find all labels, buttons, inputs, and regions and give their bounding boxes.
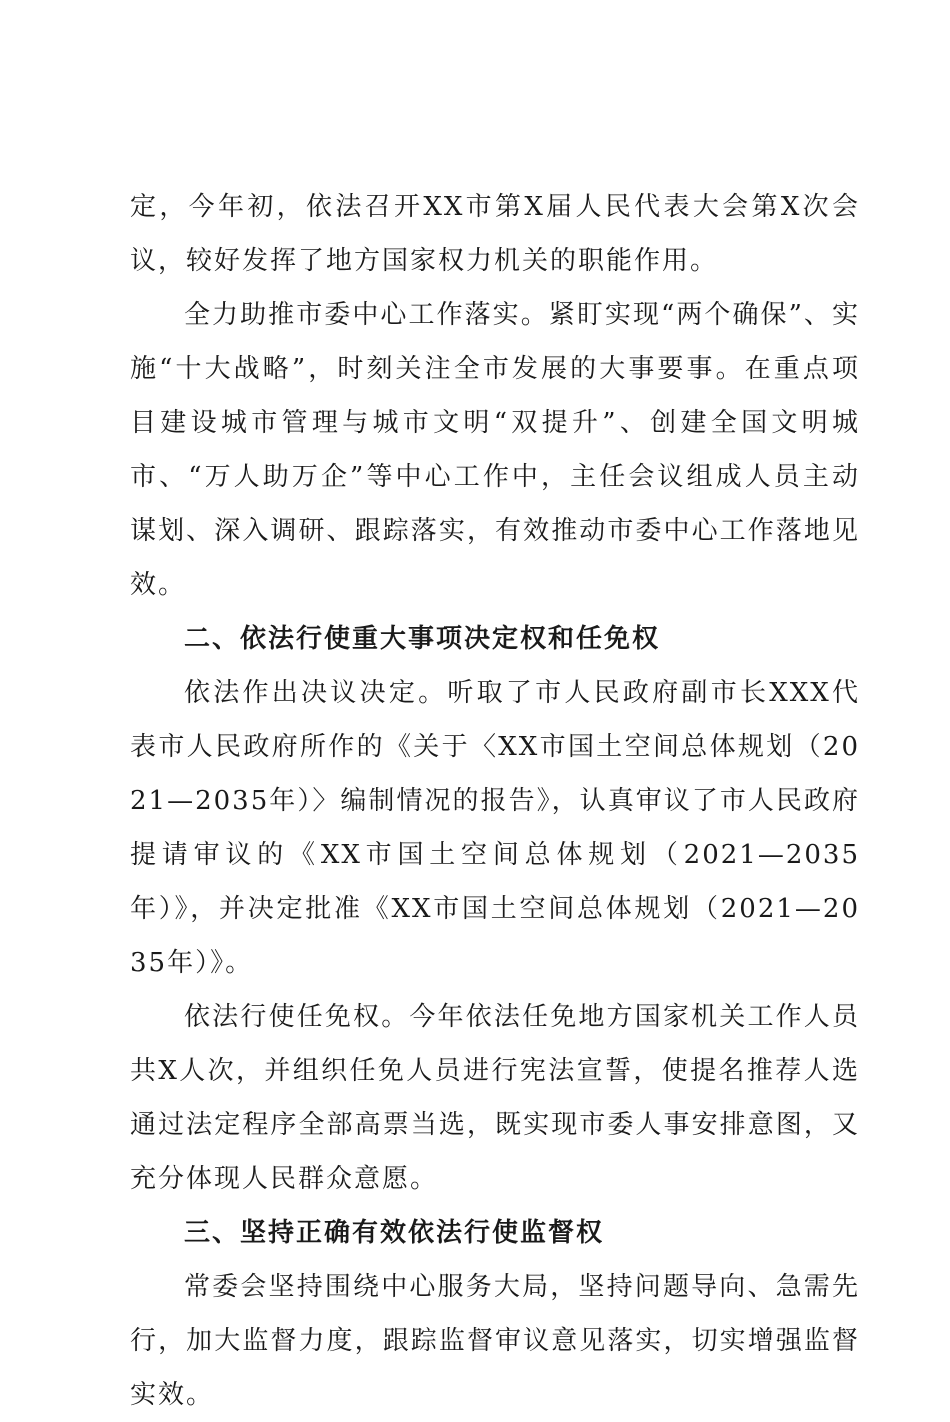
paragraph-appointments: 依法行使任免权。今年依法任免地方国家机关工作人员共X人次，并组织任免人员进行宪法宣誓，使提名推荐人选通过法定程序全部高票当选，既实现市委人事安排意图，又充分体现人民群众意愿。: [130, 1002, 860, 1194]
paragraph-resolutions: 依法作出决议决定。听取了市人民政府副市长XXX代表市人民政府所作的《关于〈XX市国土空间总体规划（2021—2035年）〉编制情况的报告》，认真审议了市人民政府提请审议的《XX市国土空间总体规划（2021—2035年）》，并决定批准《XX市国土空间总体规划（2021—2035年）》。: [130, 678, 860, 978]
section-heading-3: 三、坚持正确有效依法行使监督权: [184, 1218, 605, 1248]
paragraph-support-central-work: 全力助推市委中心工作落实。紧盯实现“两个确保”、实施“十大战略”，时刻关注全市发展的大事要事。在重点项目建设城市管理与城市文明“双提升”、创建全国文明城市、“万人助万企”等中心工作中，主任会议组成人员主动谋划、深入调研、跟踪落实，有效推动市委中心工作落地见效。: [130, 300, 860, 600]
paragraph-continued: 定，今年初，依法召开XX市第X届人民代表大会第X次会议，较好发挥了地方国家权力机关的职能作用。: [130, 192, 860, 276]
paragraph-supervision: 常委会坚持围绕中心服务大局，坚持问题导向、急需先行，加大监督力度，跟踪监督审议意见落实，切实增强监督实效。: [130, 1272, 860, 1410]
section-heading-2: 二、依法行使重大事项决定权和任免权: [184, 624, 661, 654]
document-body: [130, 180, 860, 1422]
